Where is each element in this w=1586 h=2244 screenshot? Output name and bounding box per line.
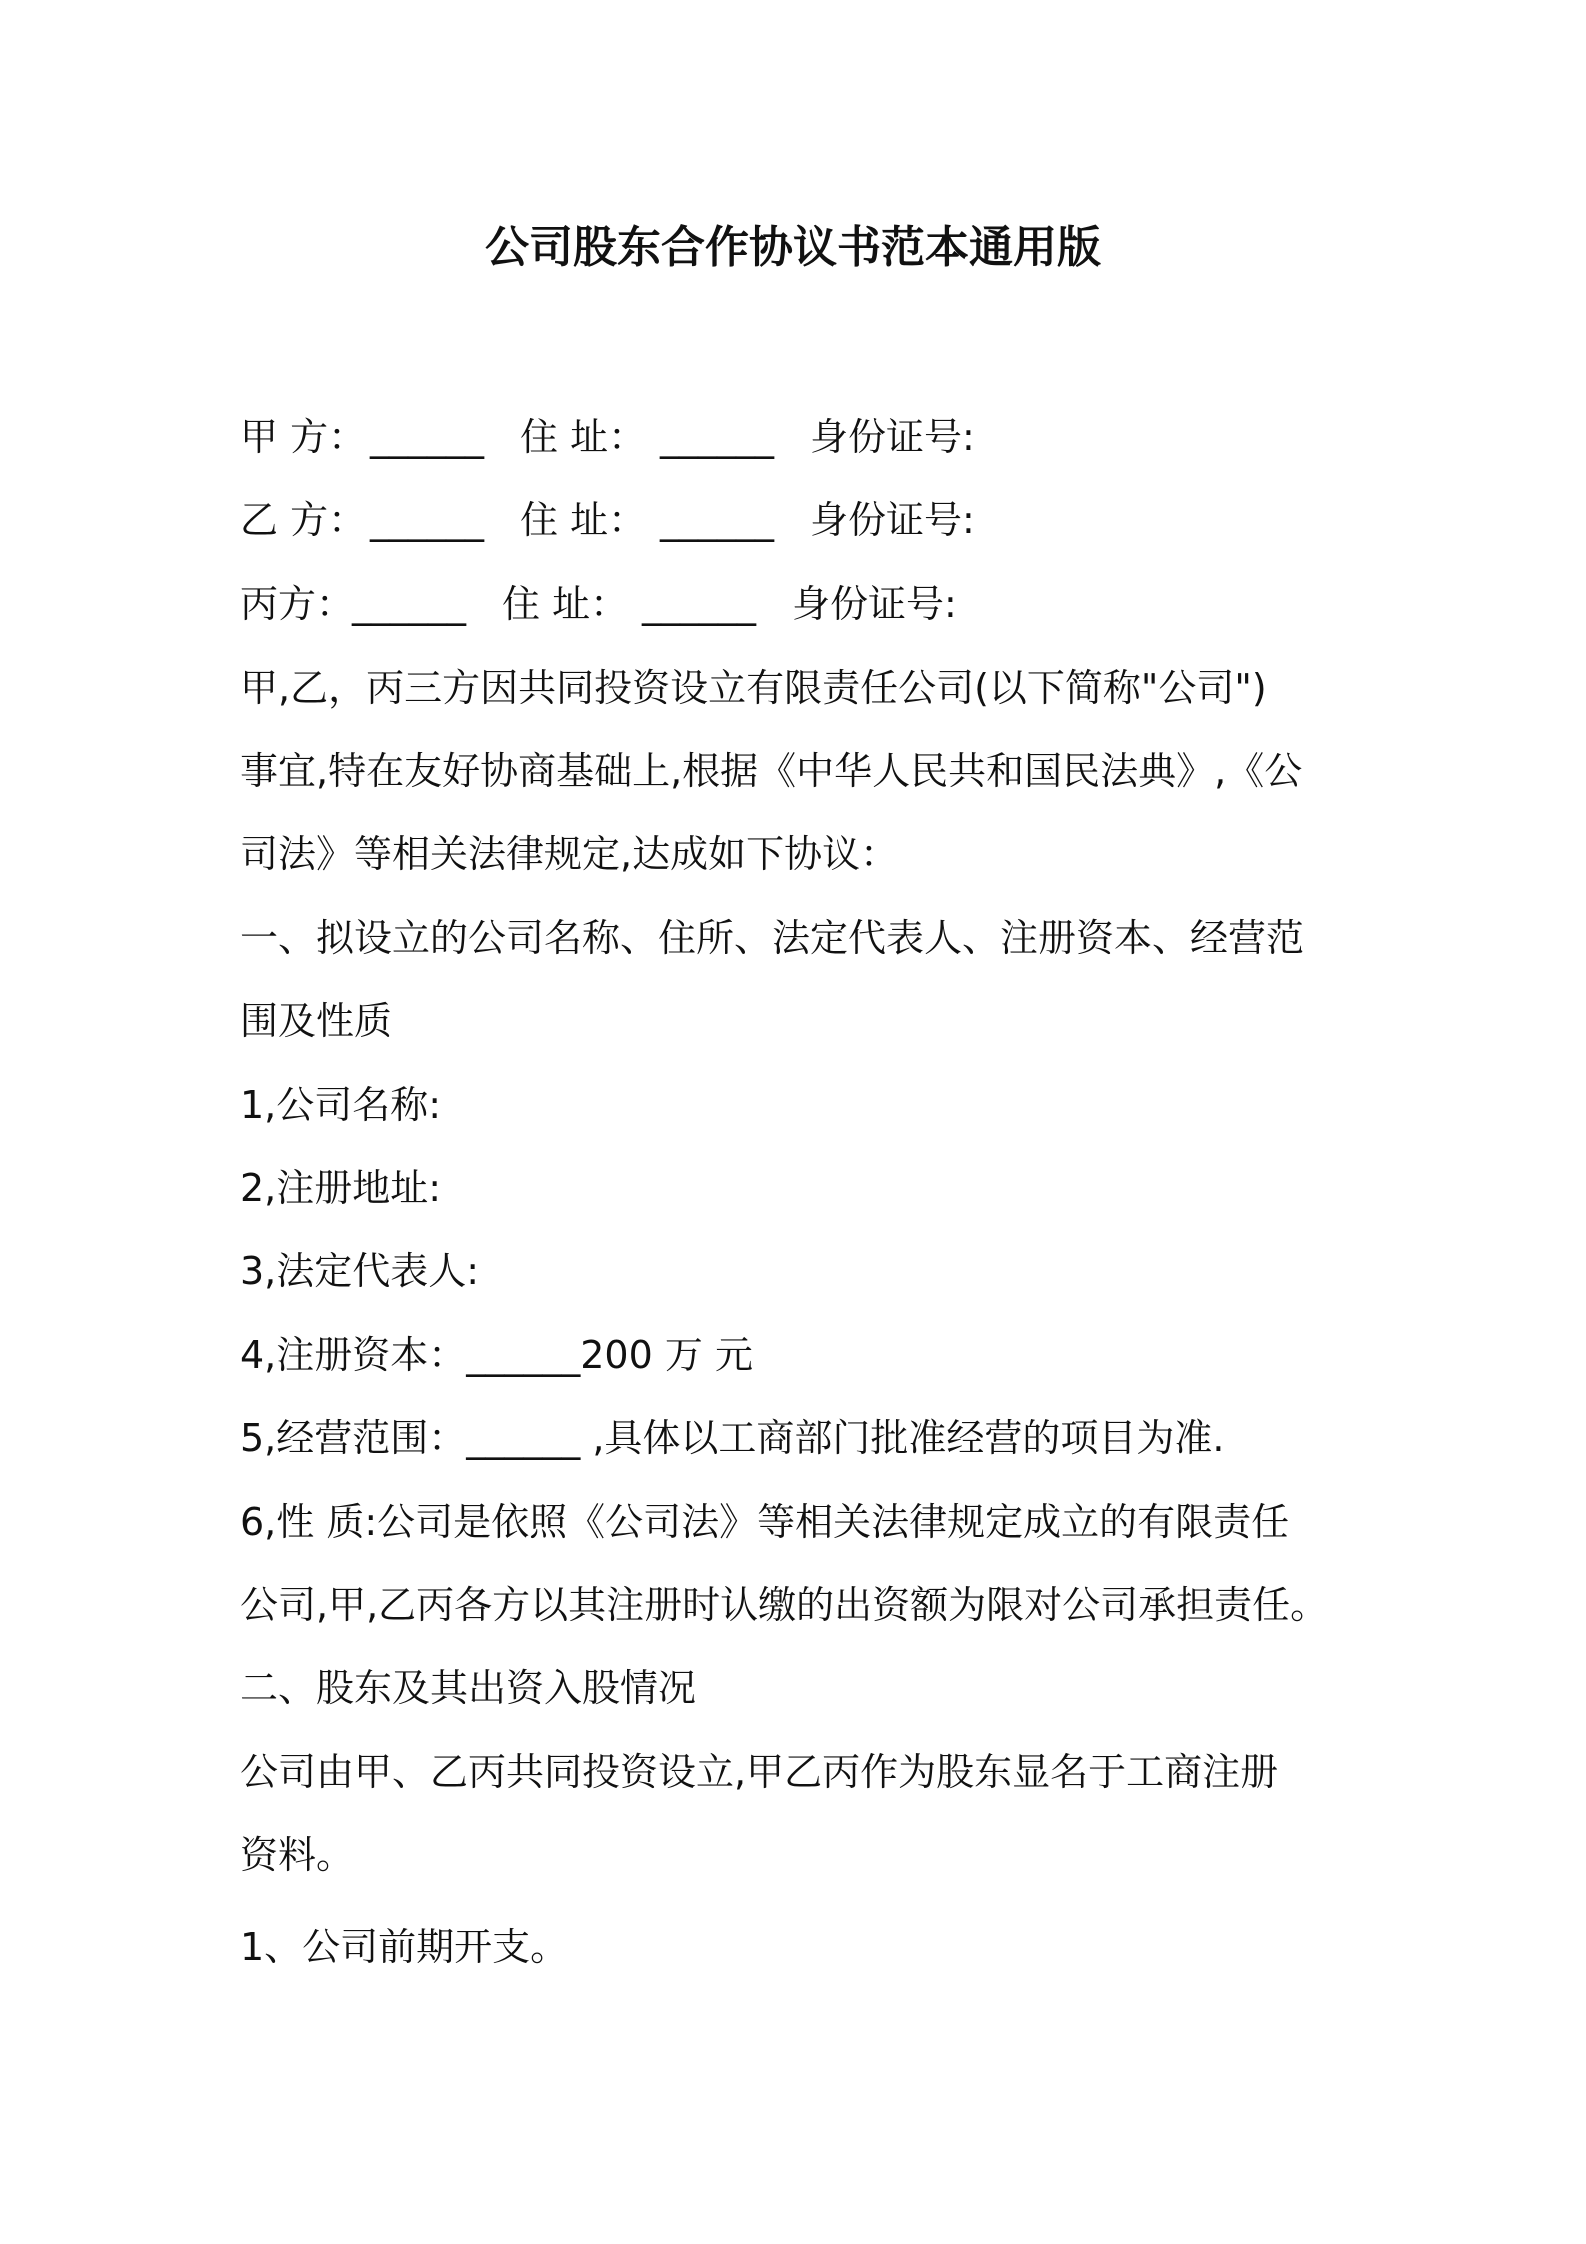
party-b-label: 乙 方： [240, 498, 367, 542]
party-b-address-blank: ______ [660, 498, 774, 542]
party-c-name-blank: ______ [352, 582, 466, 626]
body-paragraph-line: 公司由甲、乙丙共同投资设立,甲乙丙作为股东显名于工商注册 [240, 1750, 1279, 1794]
party-line-c [240, 577, 957, 631]
party-c-label: 丙方： [240, 582, 355, 626]
preamble-line: 甲,乙，丙三方因共同投资设立有限责任公司(以下简称"公司") [240, 666, 1267, 710]
party-line-a [240, 410, 975, 464]
party-b-name-blank: ______ [370, 498, 484, 542]
preamble-line: 事宜,特在友好协商基础上,根据《中华人民共和国民法典》,《公 [240, 749, 1303, 793]
section-heading: 围及性质 [240, 999, 393, 1043]
section-heading: 二、股东及其出资入股情况 [240, 1666, 697, 1710]
body-paragraph-line: 资料。 [240, 1833, 355, 1877]
party-b-id-label: 身份证号: [810, 498, 975, 542]
section-item: 3,法定代表人: [240, 1249, 480, 1293]
section-item: 2,注册地址: [240, 1166, 442, 1210]
section-item: 5,经营范围：______ ,具体以工商部门批准经营的项目为准. [240, 1416, 1225, 1460]
section-item: 公司,甲,乙丙各方以其注册时认缴的出资额为限对公司承担责任。 [240, 1583, 1329, 1627]
party-a-name-blank: ______ [370, 415, 484, 459]
party-c-address-label: 住 址： [502, 582, 629, 626]
party-a-label: 甲 方： [240, 415, 367, 459]
section-heading: 一、拟设立的公司名称、住所、法定代表人、注册资本、经营范 [240, 916, 1305, 960]
party-a-address-blank: ______ [660, 415, 774, 459]
document-title: 公司股东合作协议书范本通用版 [485, 222, 1101, 273]
party-a-id-label: 身份证号: [810, 415, 975, 459]
preamble-line: 司法》等相关法律规定,达成如下协议： [240, 832, 899, 876]
section-item: 1,公司名称: [240, 1083, 442, 1127]
party-a-address-label: 住 址： [520, 415, 647, 459]
party-c-address-blank: ______ [642, 582, 756, 626]
section-item: 4,注册资本：______200 万 元 [240, 1333, 753, 1377]
section-item: 1、公司前期开支。 [240, 1925, 569, 1969]
party-line-b [240, 493, 975, 547]
party-c-id-label: 身份证号: [792, 582, 957, 626]
section-item: 6,性 质:公司是依照《公司法》等相关法律规定成立的有限责任 [240, 1500, 1290, 1544]
party-b-address-label: 住 址： [520, 498, 647, 542]
